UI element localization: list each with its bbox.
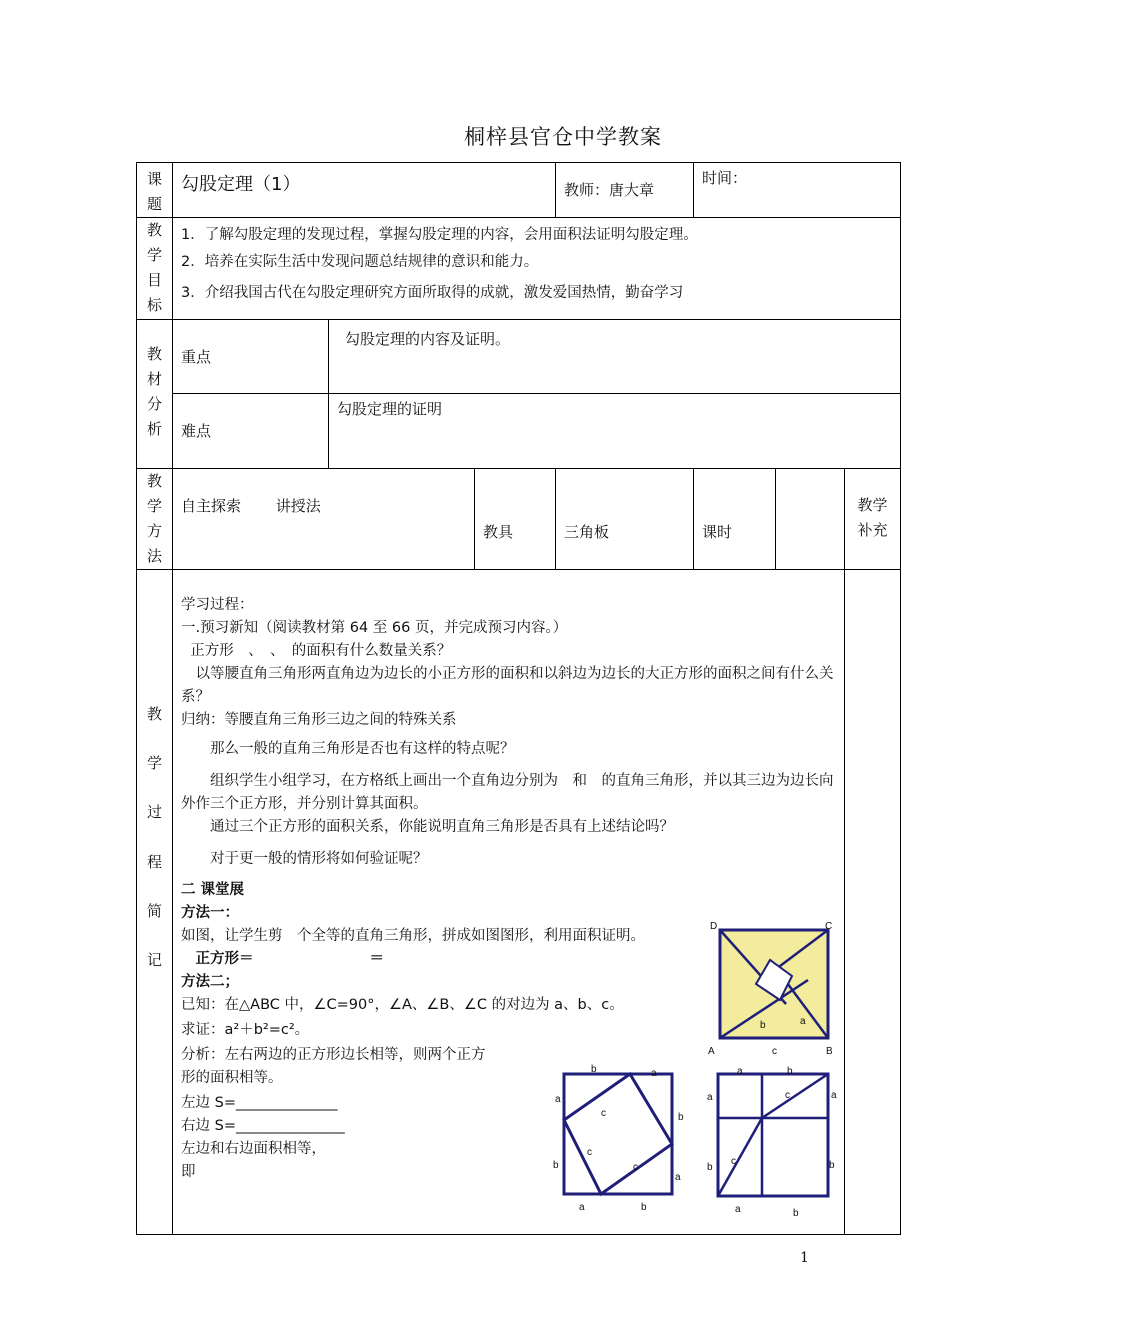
- fig3-label: a: [707, 1092, 713, 1103]
- process-line: 通过三个正方形的面积关系，你能说明直角三角形是否具有上述结论吗？: [181, 819, 674, 835]
- fig2-label: c: [587, 1147, 592, 1158]
- fig3-label: a: [737, 1066, 743, 1077]
- fig3-label: a: [735, 1204, 741, 1215]
- fig1-label-C: C: [825, 921, 833, 932]
- fig3-label: b: [829, 1160, 835, 1171]
- label-topic: 课 题: [137, 163, 173, 218]
- fig2-label: a: [651, 1068, 657, 1079]
- teacher-cell: 教师：唐大章: [556, 163, 694, 218]
- fig3-label: c: [785, 1090, 790, 1101]
- fig2-label: a: [675, 1172, 681, 1183]
- fig2-label: b: [678, 1112, 684, 1123]
- fig2-label: a: [579, 1202, 585, 1213]
- process-line: 学习过程：: [181, 597, 254, 613]
- fig1-label-A: A: [708, 1046, 715, 1057]
- process-line: 以等腰直角三角形两直角边为边长的小正方形的面积和以斜边为边长的大正方形的面积之间有什么关系？: [181, 666, 834, 705]
- fig3-label: b: [787, 1066, 793, 1077]
- label-analysis: 教 材 分 析: [137, 320, 173, 469]
- tools-cell: 三角板: [556, 469, 694, 570]
- fig1-label-a: a: [800, 1016, 806, 1027]
- time-cell: 时间：: [694, 163, 901, 218]
- fig2-label: a: [555, 1094, 561, 1105]
- figure-method-one: [708, 920, 833, 1062]
- fig1-label-D: D: [710, 921, 718, 932]
- process-line: 归纳：等腰直角三角形三边之间的特殊关系: [181, 712, 457, 728]
- fig3-label: b: [793, 1208, 799, 1219]
- hours-value-cell: [776, 469, 845, 570]
- process-line: 方法二；: [181, 974, 239, 990]
- goal-3: 3．介绍我国古代在勾股定理研究方面所取得的成就，激发爱国热情，勤奋学习: [181, 285, 684, 301]
- process-line: 对于更一般的情形将如何验证呢？: [181, 851, 428, 867]
- goals-cell: [173, 218, 901, 320]
- process-line: 一.预习新知（阅读教材第 64 至 66 页，并完成预习内容。）: [181, 620, 568, 636]
- process-line: 二 课堂展: [181, 882, 245, 898]
- process-line: 正方形＝ ＝: [181, 951, 384, 967]
- label-process: 教 学 过 程 简 记: [137, 570, 173, 1235]
- goal-2: 2．培养在实际生活中发现问题总结规律的意识和能力。: [181, 254, 539, 270]
- fig3-label: b: [707, 1162, 713, 1173]
- process-cell: [173, 570, 845, 1235]
- process-line: 求证：a²＋b²=c²。: [181, 1022, 310, 1038]
- figure-method-two-right: [699, 1058, 839, 1218]
- process-line: 即: [181, 1164, 196, 1180]
- process-line: 左边和右边面积相等，: [181, 1141, 326, 1157]
- page-title: 桐梓县官仓中学教案: [464, 125, 662, 149]
- fig2-label: b: [553, 1160, 559, 1171]
- fig3-label: c: [731, 1156, 736, 1167]
- process-line: 右边 S=_______________: [181, 1118, 345, 1134]
- hours-label-cell: 课时: [694, 469, 776, 570]
- process-line: 方法一：: [181, 905, 239, 921]
- fig2-label: b: [641, 1202, 647, 1213]
- lesson-plan-table: [136, 162, 901, 1235]
- fig1-label-c: c: [772, 1046, 777, 1057]
- process-line: 已知：在△ABC 中，∠C=90°，∠A、∠B、∠C 的对边为 a、b、c。: [181, 997, 624, 1013]
- supplement-cell: [845, 570, 901, 1235]
- figure-method-two-left: [545, 1058, 684, 1214]
- fig3-label: a: [831, 1090, 837, 1101]
- key-text-cell: 勾股定理的内容及证明。: [329, 320, 901, 394]
- goal-1: 1．了解勾股定理的发现过程，掌握勾股定理的内容，会用面积法证明勾股定理。: [181, 227, 698, 243]
- process-line: 分析：左右两边的正方形边长相等，则两个正方: [181, 1047, 486, 1063]
- process-line: 形的面积相等。: [181, 1070, 283, 1086]
- process-line: 那么一般的直角三角形是否也有这样的特点呢？: [181, 741, 515, 757]
- topic-cell: 勾股定理（1）: [173, 163, 556, 218]
- fig1-label-B: B: [826, 1046, 833, 1057]
- process-line: 组织学生小组学习，在方格纸上画出一个直角边分别为 和 的直角三角形，并以其三边为边长向外作三个正方形，并分别计算其面积。: [181, 773, 834, 812]
- supplement-label-cell: 教学 补充: [845, 469, 901, 570]
- page-number: 1: [800, 1250, 809, 1266]
- fig2-label: c: [633, 1162, 638, 1173]
- fig2-label: c: [601, 1108, 606, 1119]
- key-label-cell: 重点: [173, 320, 329, 394]
- fig2-label: b: [591, 1064, 597, 1075]
- difficult-label-cell: 难点: [173, 394, 329, 469]
- process-line: 如图，让学生剪 个全等的直角三角形，拼成如图图形，利用面积证明。: [181, 928, 645, 944]
- label-goals: 教 学 目 标: [137, 218, 173, 320]
- tools-label-cell: 教具: [475, 469, 556, 570]
- process-line: 左边 S=______________: [181, 1095, 338, 1111]
- method-cell: 自主探索 讲授法: [173, 469, 475, 570]
- fig1-label-b: b: [760, 1020, 766, 1031]
- label-method: 教 学 方 法: [137, 469, 173, 570]
- difficult-text-cell: 勾股定理的证明: [329, 394, 901, 469]
- process-line: 正方形 、 、 的面积有什么数量关系？: [181, 643, 452, 659]
